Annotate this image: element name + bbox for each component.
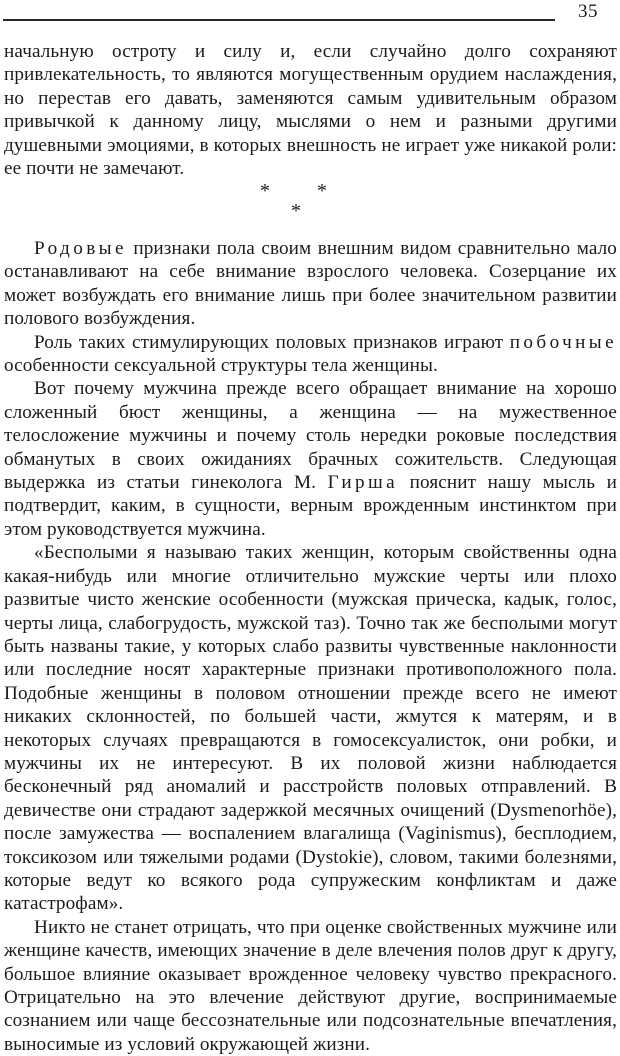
- spaced-term: Родовые: [34, 238, 127, 259]
- header-rule: [3, 19, 555, 21]
- spaced-term: Гирша: [327, 472, 399, 494]
- paragraph-text: Роль таких стимулирующих половых признаков играют: [34, 331, 510, 353]
- paragraph-1: [4, 237, 617, 331]
- separator-star: *: [260, 180, 270, 202]
- page-number: 35: [578, 1, 598, 22]
- separator-star: *: [317, 180, 327, 202]
- paragraph-text: пояснит нашу мысль и подтвердит, каким, в сущности, верным врожденным инстинктом при этом руководствуется мужчина.: [4, 472, 617, 540]
- spaced-term: побочные: [509, 331, 617, 353]
- separator-star: *: [291, 200, 301, 222]
- continued-paragraph: начальную остроту и силу и, если случайно долго сохраняют привлекательность, то являются могущественным орудием наслаждения, но перестав его давать, заменяются самым удивительным образом привычкой к данному лицу, мыслями о нем и разными другими душевными эмоциями, в которых внешность не играет уже никакой роли: ее почти не замечают.: [4, 41, 617, 180]
- paragraph-5: Никто не станет отрицать, что при оценке свойственных мужчине или женщине качеств, имеющих значение в деле влечения полов друг к другу, большое влияние оказывает врожденное человеку чувство прекрасного. Отрицательно на это влечение действуют другие, воспринимаемые сознанием или чаще бессознательные или подсознательные впечатления, выносимые из условий окружающей жизни.: [4, 916, 617, 1055]
- paragraph-4-quote: «Бесполыми я называю таких женщин, которым свойственны одна какая-нибудь или многие отличительно мужские черты или плохо развитые чисто женские особенности (мужская прическа, кадык, голос, черты лица, слабогрудость, мужской таз). Точно так же бесполыми могут быть названы такие, у которых слабо развиты чувственные наклонности или последние носят характерные признаки противоположного пола. Подобные женщины в половом отношении прежде всего не имеют никаких склонностей, по большей части, жмутся к матерям, и в некоторых случаях превращаются в гомосексуалисток, они робки, и мужчины их не интересуют. В их половой жизни наблюдается бесконечный ряд аномалий и расстройств половых отправлений. В девичестве они страдают задержкой месячных очищений (Dysmenorhöe), после замужества — воспалением влагалища (Vaginismus), бесплодием, токсикозом или тяжелыми родами (Dystokie), словом, такими болезнями, которые ведут ко всякого рода супружеским конфликтам и даже катастрофам».: [4, 542, 617, 915]
- main-text-block: [4, 237, 617, 1056]
- paragraph-text: признаки пола своим внешним видом сравнительно мало останавливают на себе внимание взрослого человека. Созерцание их может возбуждать его внимание лишь при более значительном развитии полового возбуждения.: [4, 238, 617, 330]
- section-separator: [0, 180, 620, 224]
- continued-paragraph-block: [4, 40, 617, 180]
- paragraph-text: особенности сексуальной структуры тела женщины.: [4, 355, 438, 377]
- paragraph-2: [4, 331, 617, 378]
- paragraph-3: [4, 377, 617, 541]
- paragraph-text: Вот почему мужчина прежде всего обращает внимание на хорошо сложенный бюст женщины, а женщина — на мужественное телосложение мужчины и почему столь нередки роковые последствия обманутых в своих ожиданиях брачных сожительств. Следующая выдержка из статьи гинеколога М.: [4, 378, 617, 494]
